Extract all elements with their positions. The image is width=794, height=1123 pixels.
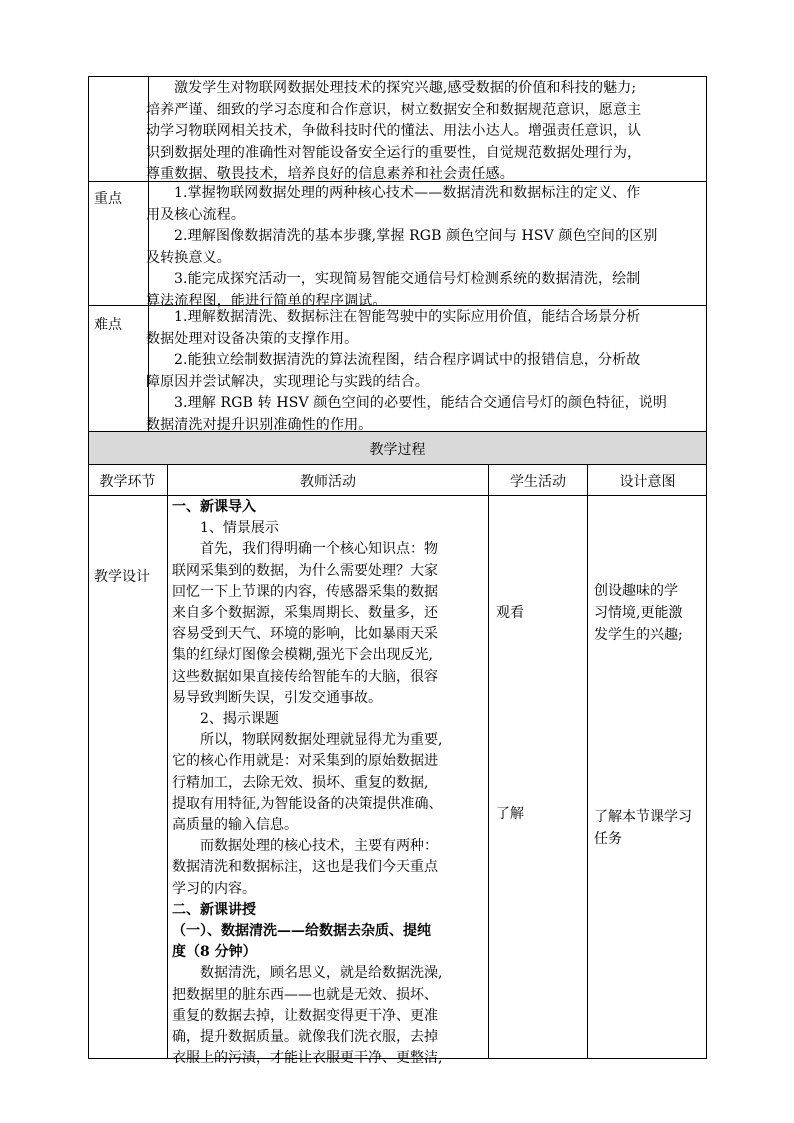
teacher-line: 来自多个数据源，采集周期长、数量多，还 <box>172 605 438 622</box>
objectives-line: 动学习物联网相关技术，争做科技时代的懂法、用法小达人。增强责任意识，认 <box>146 123 642 139</box>
teacher-line: 易导致判断失误，引发交通事故。 <box>172 689 382 706</box>
key-points-label: 重点 <box>94 191 122 207</box>
teacher-line: 这些数据如果直接传给智能车的大脑，很容 <box>172 668 438 685</box>
subsection-heading: 1、情景展示 <box>200 520 279 537</box>
column-header-teacher: 教师活动 <box>300 474 356 490</box>
student-activity-watch: 观看 <box>496 605 524 621</box>
subsection-heading: （一）、数据清洗——给数据去杂质、提纯 <box>172 923 431 940</box>
intent-line: 创设趣味的学 <box>594 583 678 599</box>
intent-line: 了解本节课学习 <box>594 809 692 825</box>
teacher-line: 首先，我们得明确一个核心知识点：物 <box>200 541 438 558</box>
column-header-stage: 教学环节 <box>99 474 156 490</box>
intent-line: 发学生的兴趣; <box>594 627 683 643</box>
teacher-activity <box>172 497 485 1069</box>
student-activity-understand: 了解 <box>496 806 524 822</box>
header-row-divider <box>88 495 707 496</box>
teacher-line: 数据清洗，顾名思义，就是给数据洗澡, <box>200 965 443 982</box>
col-divider-2 <box>488 464 489 1059</box>
design-intent-2 <box>594 806 704 850</box>
teacher-line: 回忆一下上节课的内容，传感器采集的数据 <box>172 583 438 600</box>
teacher-line: 而数据处理的核心技术，主要有两种： <box>200 838 438 855</box>
difficulty-line: 1.理解数据清洗、数据标注在智能驾驶中的实际应用价值，能结合场景分析 <box>174 309 641 325</box>
design-intent-1 <box>594 580 704 646</box>
key-point-line: 2.理解图像数据清洗的基本步骤,掌握 RGB 颜色空间与 HSV 颜色空间的区别 <box>174 228 658 244</box>
intent-line: 习情境,更能激 <box>594 605 683 621</box>
difficulty-line: 3.理解 RGB 转 HSV 颜色空间的必要性，能结合交通信号灯的颜色特征，说明 <box>174 395 668 411</box>
difficulty-line: 数据处理对设备决策的支撑作用。 <box>146 330 359 347</box>
teacher-line: 它的核心作用就是：对采集到的原始数据进 <box>172 753 438 770</box>
subsection-heading: 2、揭示课题 <box>200 711 279 728</box>
objectives-line: 培养严谨、细致的学习态度和合作意识，树立数据安全和数据规范意识，愿意主 <box>146 101 642 118</box>
difficulty-line: 障原因并尝试解决，实现理论与实践的结合。 <box>146 373 429 390</box>
teacher-line: 确，提升数据质量。就像我们洗衣服，去掉 <box>172 1029 438 1046</box>
column-header-student: 学生活动 <box>510 474 566 490</box>
teacher-line: 所以，物联网数据处理就显得尤为重要, <box>200 732 443 749</box>
teacher-line: 学习的内容。 <box>172 880 256 897</box>
difficulties-label: 难点 <box>94 317 122 333</box>
col-divider-3 <box>587 464 588 1059</box>
teacher-line: 高质量的输入信息。 <box>172 817 298 834</box>
objectives-line: 激发学生对物联网数据处理技术的探究兴趣,感受数据的价值和科技的魅力; <box>174 80 637 96</box>
teacher-line: 联网采集到的数据，为什么需要处理？大家 <box>172 562 438 579</box>
difficulties-text <box>146 307 706 436</box>
column-header-intent: 设计意图 <box>619 474 676 490</box>
objectives-line: 尊重数据、敬畏技术，培养良好的信息素养和社会责任感。 <box>146 166 514 182</box>
intent-line: 任务 <box>594 831 622 847</box>
difficulty-line: 2.能独立绘制数据清洗的算法流程图，结合程序调试中的报错信息，分析故 <box>174 352 641 368</box>
teacher-line: 提取有用特征,为智能设备的决策提供准确、 <box>172 795 443 812</box>
teacher-line: 衣服上的污渍，才能让衣服更干净、更整洁, <box>172 1050 443 1067</box>
teacher-line: 行精加工，去除无效、损坏、重复的数据, <box>172 774 429 791</box>
teacher-line: 把数据里的脏东西——也就是无效、损坏、 <box>172 986 438 1003</box>
stage-label: 教学设计 <box>94 569 150 585</box>
col-divider-1 <box>167 464 168 1059</box>
key-point-line: 算法流程图，能进行简单的程序调试。 <box>146 292 387 309</box>
teacher-line: 容易受到天气、环境的影响，比如暴雨天采 <box>172 626 438 643</box>
teacher-line: 数据清洗和数据标注，这也是我们今天重点 <box>172 859 438 876</box>
objectives-line: 识到数据处理的准确性对智能设备安全运行的重要性，自觉规范数据处理行为， <box>146 144 642 161</box>
difficulty-line: 数据清洗对提升识别准确性的作用。 <box>146 416 373 433</box>
section-heading: 二、新课讲授 <box>172 901 256 918</box>
key-point-line: 3.能完成探究活动一，实现简易智能交通信号灯检测系统的数据清洗，绘制 <box>174 271 641 287</box>
key-point-line: 用及核心流程。 <box>146 206 246 223</box>
key-points-text <box>146 183 706 312</box>
teacher-line: 重复的数据去掉，让数据变得更干净、更准 <box>172 1007 438 1024</box>
section-heading: 一、新课导入 <box>172 499 256 515</box>
subsection-heading: 度（8 分钟） <box>172 944 257 961</box>
objectives-text <box>146 78 706 186</box>
process-title: 教学过程 <box>369 442 426 458</box>
key-point-line: 及转换意义。 <box>146 249 231 266</box>
process-title-divider <box>88 464 707 465</box>
key-point-line: 1.掌握物联网数据处理的两种核心技术——数据清洗和数据标注的定义、作 <box>174 185 641 201</box>
teacher-line: 集的红绿灯图像会模糊,强光下会出现反光, <box>172 647 433 664</box>
